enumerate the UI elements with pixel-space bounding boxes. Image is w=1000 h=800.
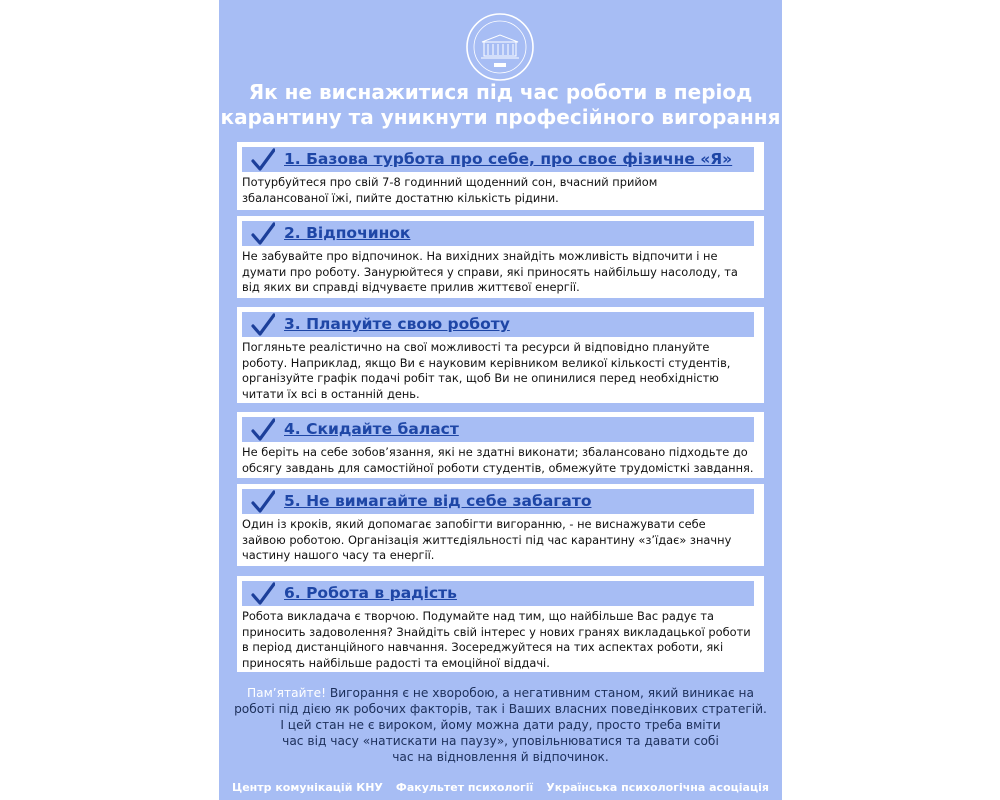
tip-line: роботу. Наприклад, якщо Ви є науковим керівником великої кількості студентів, — [242, 355, 731, 370]
tip-card-2 — [237, 216, 764, 298]
footer-org-psychology-faculty: Факультет психології — [395, 780, 534, 794]
tip-heading-bar — [242, 312, 754, 337]
tip-heading: 1. Базова турбота про себе, про своє фізичне «Я» — [284, 150, 733, 168]
tip-card-6 — [237, 576, 764, 672]
tip-card-4 — [237, 412, 764, 478]
tip-heading: 4. Скидайте баласт — [284, 420, 459, 438]
tip-line: від яких ви справді відчуваєте прилив життєвої енергії. — [242, 280, 580, 294]
tip-heading: 2. Відпочинок — [284, 224, 411, 242]
tip-body — [242, 175, 759, 206]
poster-title — [219, 80, 782, 130]
tip-line: Потурбуйтеся про свій 7-8 годинний щоденний сон, вчасний прийом — [242, 175, 658, 189]
footer-org-communications-center: Центр комунікацій КНУ — [231, 780, 383, 794]
checkmark-icon — [251, 222, 275, 246]
checkmark-icon — [251, 313, 275, 337]
tip-heading: 5. Не вимагайте від себе забагато — [284, 492, 592, 510]
note-line: час на відновлення й відпочинок. — [392, 750, 609, 764]
footer-organizations — [219, 779, 782, 795]
note-line: роботі під дією як робочих факторів, так і Ваших власних поведінкових стратегій. — [234, 702, 767, 716]
tip-body — [242, 609, 759, 671]
title-line-2: карантину та уникнути професійного вигорання — [220, 105, 781, 129]
title-line-1: Як не виснажитися під час роботи в період — [248, 80, 753, 104]
tip-card-3 — [237, 307, 764, 403]
reminder-note — [219, 685, 782, 765]
tip-body — [242, 340, 759, 402]
tip-line: зайвою роботою. Організація життєдіяльності під час карантину «з’їдає» значну — [242, 532, 732, 547]
tip-line: організуйте графік подачі робіт так, щоб Ви не опинилися перед необхідністю — [242, 371, 719, 385]
tip-heading-bar — [242, 221, 754, 246]
tip-heading-bar — [242, 147, 754, 172]
tip-body — [242, 445, 759, 476]
tip-heading-bar — [242, 581, 754, 606]
tip-heading-bar — [242, 489, 754, 514]
tip-line: Робота викладача є творчою. Подумайте над тим, що найбільше Вас радує та — [242, 609, 715, 623]
tip-card-5 — [237, 484, 764, 566]
tip-line: читати їх всі в останній день. — [242, 386, 420, 401]
tip-line: Погляньте реалістично на свої можливості та ресурси й відповідно плануйте — [242, 340, 710, 354]
tip-heading: 6. Робота в радість — [284, 584, 457, 602]
tip-line: збалансованої їжі, пийте достатню кількість рідини. — [242, 190, 559, 205]
university-seal-logo — [465, 12, 535, 82]
tip-line: приносять найбільше радості та емоційної віддачі. — [242, 655, 550, 670]
tip-line: обсягу завдань для самостійної роботи студентів, обмежуйте трудомісткі завдання. — [242, 460, 754, 475]
tip-line: Не забувайте про відпочинок. На вихідних знайдіть можливість відпочити і не — [242, 249, 718, 263]
note-line: І цей стан не є вироком, йому можна дати раду, просто треба вміти — [280, 718, 721, 732]
tip-line: думати про роботу. Занурюйтеся у справи, які приносять найбільшу насолоду, та — [242, 264, 738, 279]
tip-line: частину нашого часу та енергії. — [242, 548, 435, 562]
reminder-highlight: Пам’ятайте! — [246, 686, 326, 700]
note-line: Вигорання є не хворобою, а негативним станом, який виникає на — [326, 686, 754, 700]
tip-body — [242, 249, 759, 296]
note-line: час від часу «натискати на паузу», уповільнюватися та давати собі — [282, 734, 719, 748]
tip-line: приносить задоволення? Знайдіть свій інтерес у нових гранях викладацької роботи — [242, 624, 751, 639]
checkmark-icon — [251, 582, 275, 606]
tip-line: Не беріть на себе зобов’язання, які не здатні виконати; збалансовано підходьте до — [242, 445, 748, 459]
footer-org-psychological-association: Українська психологічна асоціація — [546, 780, 769, 794]
checkmark-icon — [251, 418, 275, 442]
checkmark-icon — [251, 148, 275, 172]
poster — [219, 0, 782, 800]
tip-card-1 — [237, 142, 764, 210]
tip-line: Один із кроків, який допомагає запобігти вигоранню, - не виснажувати себе — [242, 517, 706, 531]
tip-line: в період дистанційного навчання. Зосереджуйтеся на тих аспектах роботи, які — [242, 640, 724, 654]
tip-heading: 3. Плануйте свою роботу — [284, 315, 510, 333]
checkmark-icon — [251, 490, 275, 514]
tip-body — [242, 517, 759, 564]
tip-heading-bar — [242, 417, 754, 442]
